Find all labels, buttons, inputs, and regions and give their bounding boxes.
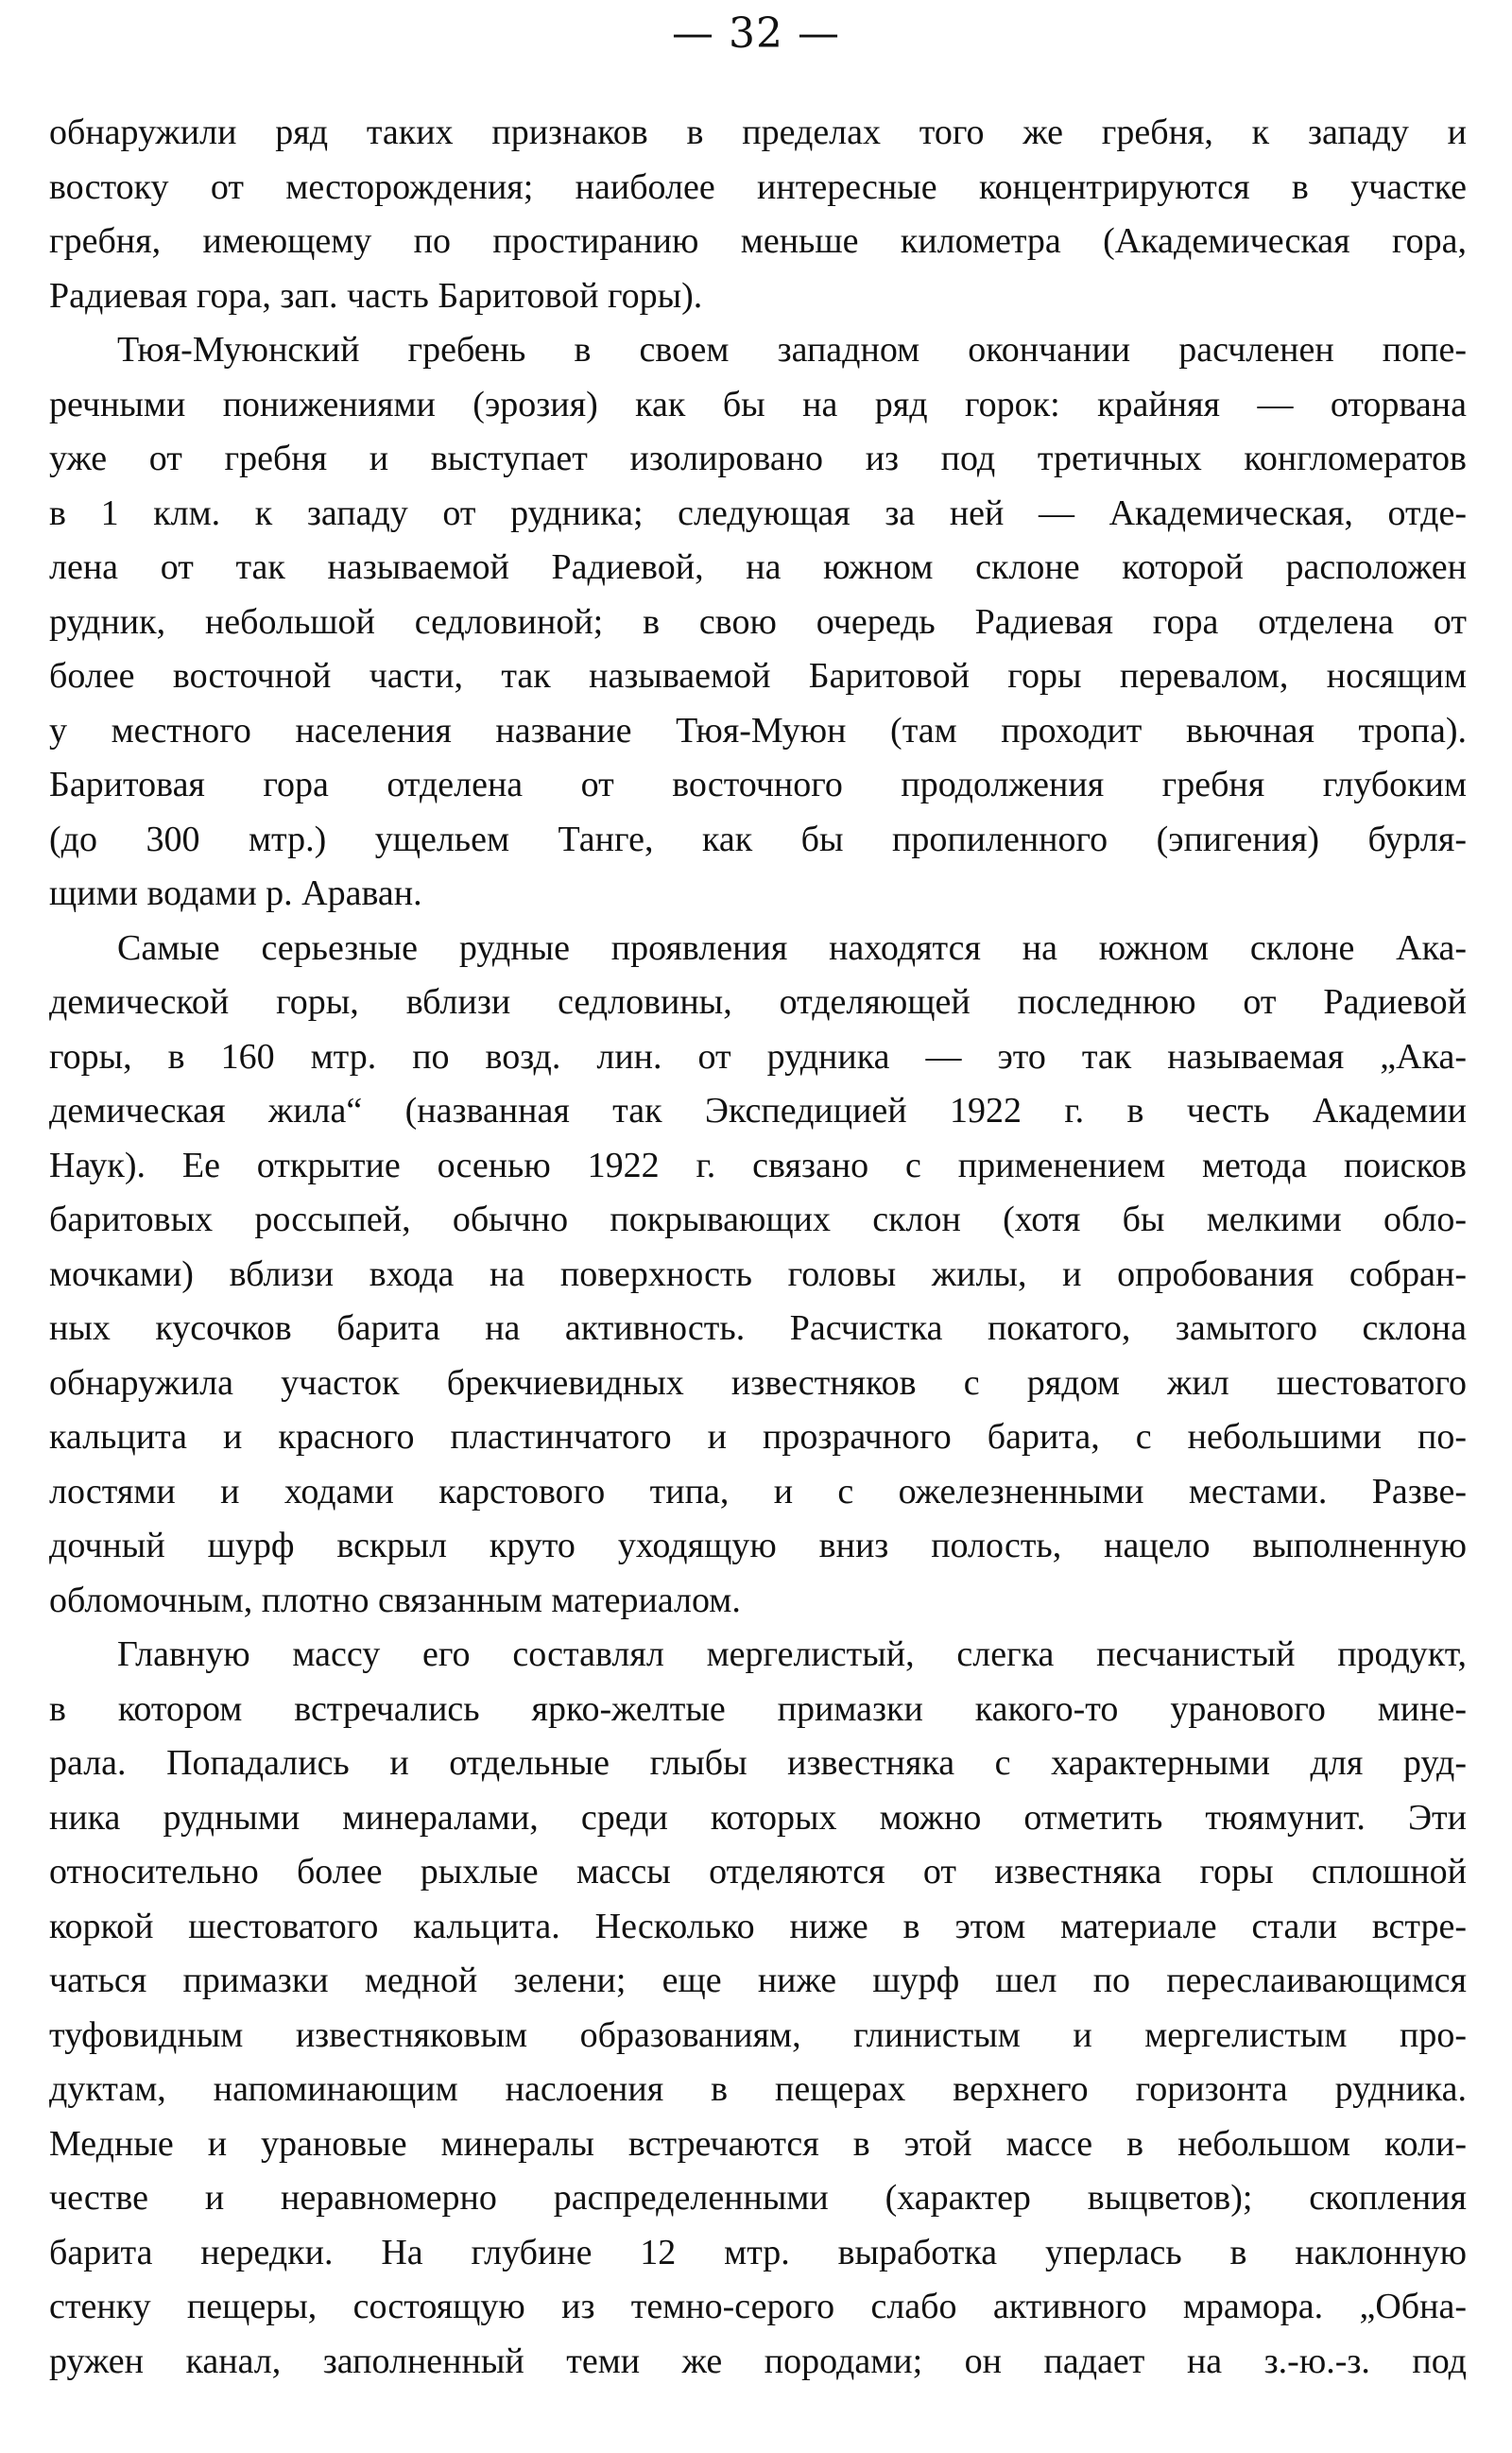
text-line: мочками) вблизи входа на поверхность головы жилы, и опробования собран- xyxy=(49,1253,1467,1294)
text-line: в 1 клм. к западу от рудника; следующая за ней — Академическая, отде- xyxy=(49,492,1467,533)
text-line: честве и неравномерно распределенными (характер выцветов); скопления xyxy=(49,2178,1467,2218)
text-line: более восточной части, так называемой Баритовой горы перевалом, носящим xyxy=(49,656,1467,696)
text-line: (до 300 мтр.) ущельем Танге, как бы пропиленного (эпигения) бурля- xyxy=(49,819,1467,859)
text-line: щими водами р. Араван. xyxy=(49,873,422,913)
paragraph xyxy=(49,1628,1467,2389)
text-line: Медные и урановые минералы встречаются в этой массе в небольшом коли- xyxy=(49,2123,1467,2164)
text-line: относительно более рыхлые массы отделяются от известняка горы сплошной xyxy=(49,1852,1467,1892)
text-line: демической горы, вблизи седловины, отделяющей последнюю от Радиевой xyxy=(49,982,1467,1022)
text-line: востоку от месторождения; наиболее интересные концентрируются в участке xyxy=(49,166,1467,207)
text-line: туфовидным известняковым образованиям, глинистым и мергелистым про- xyxy=(49,2014,1467,2055)
text-line: ружен канал, заполненный теми же породами; он падает на з.-ю.-з. под xyxy=(49,2341,1467,2381)
text-line: кальцита и красного пластинчатого и прозрачного барита, с небольшими по- xyxy=(49,1417,1467,1457)
text-line: стенку пещеры, состоящую из темно-серого слабо активного мрамора. „Обна- xyxy=(49,2287,1467,2326)
text-line: Самые серьезные рудные проявления находятся на южном склоне Ака- xyxy=(117,927,1467,968)
text-line: обнаружила участок брекчиевидных известняков с рядом жил шестоватого xyxy=(49,1362,1467,1403)
text-line: обломочным, плотно связанным материалом. xyxy=(49,1580,741,1620)
text-line: лостями и ходами карстового типа, и с ожелезненными местами. Разве- xyxy=(49,1471,1467,1512)
text-line: речными понижениями (эрозия) как бы на ряд горок: крайняя — оторвана xyxy=(49,384,1467,424)
paragraph xyxy=(49,106,1467,323)
text-line: дочный шурф вскрыл круто уходящую вниз полость, нацело выполненную xyxy=(49,1526,1467,1565)
text-line: ных кусочков барита на активность. Расчистка покатого, замытого склона xyxy=(49,1308,1467,1348)
text-line: демическая жила“ (названная так Экспедицией 1922 г. в честь Академии xyxy=(49,1091,1467,1131)
text-line: уже от гребня и выступает изолировано из под третичных конгломератов xyxy=(49,439,1467,478)
paragraph xyxy=(49,922,1467,1629)
text-line: у местного населения название Тюя-Муюн (там проходит вьючная тропа). xyxy=(49,710,1467,751)
text-line: дуктам, напоминающим наслоения в пещерах верхнего горизонта рудника. xyxy=(49,2069,1467,2109)
text-line: рудник, небольшой седловиной; в свою очередь Радиевая гора отделена от xyxy=(49,601,1467,642)
text-line: обнаружили ряд таких признаков в пределах того же гребня, к западу и xyxy=(49,112,1467,152)
text-line: чаться примазки медной зелени; еще ниже шурф шел по переслаивающимся xyxy=(49,1961,1467,2000)
text-line: Баритовая гора отделена от восточного продолжения гребня глубоким xyxy=(49,765,1467,804)
text-line: в котором встречались ярко-желтые примазки какого-то уранового мине- xyxy=(49,1688,1467,1729)
page-number: — 32 — xyxy=(672,9,840,58)
body-text xyxy=(49,106,1467,2389)
text-line: барита нередки. На глубине 12 мтр. выработка уперлась в наклонную xyxy=(49,2232,1467,2272)
text-line: коркой шестоватого кальцита. Несколько ниже в этом материале стали встре- xyxy=(49,1906,1467,1946)
text-line: Радиевая гора, зап. часть Баритовой горы). xyxy=(49,275,703,316)
paragraph xyxy=(49,323,1467,922)
text-line: Наук). Ее открытие осенью 1922 г. связано с применением метода поисков xyxy=(49,1145,1467,1185)
text-line: ника рудными минералами, среди которых можно отметить тюямунит. Эти xyxy=(49,1797,1467,1838)
text-line: Тюя-Муюнский гребень в своем западном окончании расчленен попе- xyxy=(117,330,1467,370)
text-line: гребня, имеющему по простиранию меньше километра (Академическая гора, xyxy=(49,221,1467,261)
text-line: Главную массу его составлял мергелистый, слегка песчанистый продукт, xyxy=(117,1634,1467,1674)
text-line: лена от так называемой Радиевой, на южном склоне которой расположен xyxy=(49,547,1467,587)
text-line: рала. Попадались и отдельные глыбы известняка с характерными для руд- xyxy=(49,1743,1467,1783)
text-line: горы, в 160 мтр. по возд. лин. от рудника — это так называемая „Ака- xyxy=(49,1036,1467,1077)
text-line: баритовых россыпей, обычно покрывающих склон (хотя бы мелкими обло- xyxy=(49,1200,1467,1239)
